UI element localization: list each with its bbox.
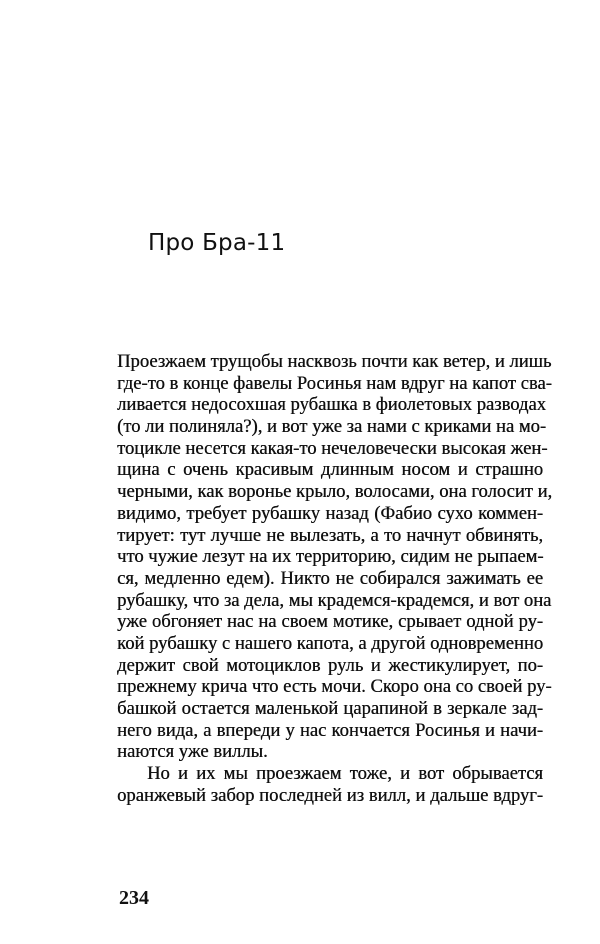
- page-number: 234: [119, 887, 149, 909]
- text-line: черными, как воронье крыло, волосами, она голосит и,: [117, 481, 553, 503]
- text-line: уже обгоняет нас на своем мотике, срывает одной ру-: [117, 611, 543, 633]
- text-line: щина с очень красивым длинным носом и страшно: [117, 459, 543, 481]
- text-line: оранжевый забор последней из вилл, и дальше вдруг-: [117, 784, 543, 806]
- text-line: прежнему крича что есть мочи. Скоро она со своей ру-: [117, 676, 552, 698]
- text-line: башкой остается маленькой царапиной в зеркале зад-: [117, 698, 543, 719]
- text-line: наются уже виллы.: [117, 741, 268, 763]
- text-line: где-то в конце фавелы Росинья нам вдруг на капот сва-: [117, 372, 552, 394]
- text-line: держит свой мотоциклов руль и жестикулирует, по-: [117, 654, 543, 676]
- text-line: него вида, а впереди у нас кончается Росинья и начи-: [117, 719, 543, 741]
- text-line: Но и их мы проезжаем тоже, и вот обрывается: [147, 763, 543, 785]
- text-line: тирует: тут лучше не вылезать, а то начнут обвинять,: [117, 524, 543, 546]
- text-line: (то ли полиняла?), и вот уже за нами с криками на мо-: [117, 416, 547, 438]
- text-line: тоцикле несется какая-то нечеловечески высокая жен-: [117, 437, 548, 459]
- text-line: кой рубашку с нашего капота, а другой одновременно: [117, 632, 544, 654]
- chapter-title: Про Бра-11: [148, 230, 286, 256]
- text-line: ся, медленно едем). Никто не собирался зажимать ее: [117, 567, 543, 589]
- text-line: видимо, требует рубашку назад (Фабио сухо коммен-: [117, 502, 543, 524]
- text-line: ливается недосохшая рубашка в фиолетовых разводах: [117, 394, 546, 416]
- text-line: рубашку, что за дела, мы крадемся-крадемся, и вот она: [117, 589, 552, 611]
- body-text: [117, 351, 553, 806]
- text-line: что чужие лезут на их территорию, сидим не рыпаем-: [117, 546, 544, 568]
- text-line: Проезжаем трущобы насквозь почти как ветер, и лишь: [117, 351, 552, 372]
